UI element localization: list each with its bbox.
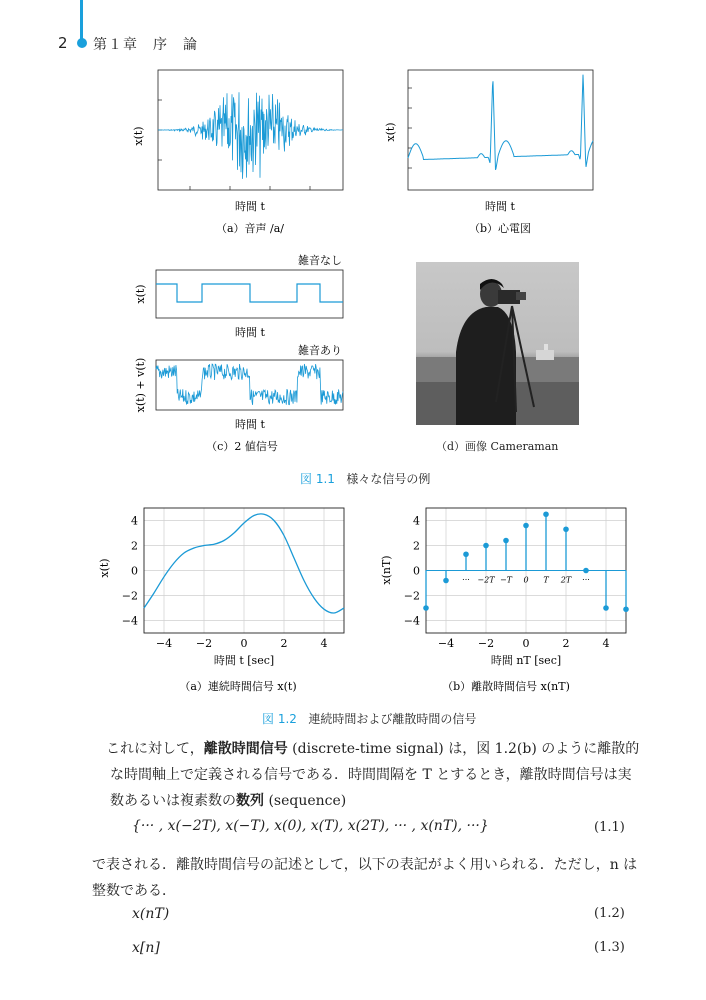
equation-1-2: x(nT): [132, 906, 170, 922]
binary-signal-clean: [156, 284, 343, 302]
x-tick-label: 4: [320, 637, 328, 650]
fig12a-xlabel: 時間 t [sec]: [213, 654, 275, 667]
stem-marker: [423, 605, 429, 611]
equation-1-3: x[n]: [132, 940, 160, 956]
axis-annotation: −T: [499, 575, 513, 585]
axis-annotation: 2T: [560, 575, 572, 585]
y-tick-label: −2: [121, 589, 138, 603]
fig12a-grid: [144, 508, 344, 633]
fig11d-caption: （d）画像 Cameraman: [436, 440, 559, 453]
stem-marker: [563, 526, 569, 532]
cameraman-illustration: [416, 262, 579, 425]
x-tick-label: −2: [195, 637, 213, 650]
stem-marker: [503, 538, 509, 544]
cameraman-image: [416, 262, 579, 425]
fig11c-bot-xlabel: 時間 t: [235, 418, 265, 431]
p1-text-b: (discrete-time signal) は，図 1.2(b) のように離散的な時間軸上で定義される信号である．時間間隔を T とするとき，離散時間信号は実数あるいは複素数の: [110, 741, 640, 809]
fig12b-caption: （b）離散時間信号 x(nT): [442, 680, 570, 693]
term-discrete-time-signal: 離散時間信号: [203, 741, 288, 757]
fig12a-caption: （a）連続時間信号 x(t): [179, 680, 297, 693]
header-accent-bar: [80, 0, 83, 40]
x-tick-label: −4: [437, 637, 455, 650]
x-tick-label: −4: [155, 637, 173, 650]
figure-1-1-text: 様々な信号の例: [346, 472, 431, 486]
y-tick-label: 4: [413, 514, 420, 528]
chapter-title: 第１章 序 論: [93, 37, 198, 53]
y-tick-label: 0: [131, 564, 138, 578]
stem-marker: [583, 568, 589, 574]
figure-1-2-text: 連続時間および離散時間の信号: [308, 712, 477, 726]
figure-1-1-number: 図 1.1: [300, 472, 335, 486]
axis-annotation: 0: [523, 575, 529, 585]
stem-marker: [543, 511, 549, 517]
figure-1-2-number: 図 1.2: [262, 712, 297, 726]
x-tick-label: 0: [522, 637, 530, 650]
equation-1-1: {··· , x(−2T), x(−T), x(0), x(T), x(2T), ··· , x(nT), ···}: [132, 818, 489, 834]
axis-annotation: ···: [582, 575, 590, 585]
binary-signal-noisy: [156, 364, 343, 405]
fig11b-caption: （b）心電図: [468, 222, 532, 235]
fig11a-speech-plot: [130, 68, 360, 238]
y-tick-label: 0: [413, 564, 420, 578]
y-tick-label: −2: [403, 589, 420, 603]
axis-annotation: −2T: [477, 575, 495, 585]
y-tick-label: −4: [121, 614, 138, 628]
y-tick-label: 2: [131, 539, 138, 553]
fig12a-ticks: [122, 515, 328, 651]
stem-marker: [623, 606, 629, 612]
fig12b-ylabel: x(nT): [380, 555, 393, 585]
fig11c-note-noisy: 雑音あり: [298, 344, 342, 357]
y-tick-label: −4: [403, 614, 420, 628]
p1-text-c: (sequence): [264, 793, 347, 809]
fig12a-ylabel: x(t): [98, 558, 111, 578]
speech-waveform: [158, 92, 343, 179]
fig11a-xlabel: 時間 t: [235, 200, 265, 213]
term-sequence: 数列: [236, 793, 264, 809]
x-tick-label: 4: [602, 637, 610, 650]
fig11b-ylabel: x(t): [384, 122, 397, 142]
x-tick-label: 0: [240, 637, 248, 650]
fig11c-top-xlabel: 時間 t: [235, 326, 265, 339]
page-number: 2: [58, 34, 68, 52]
figure-1-2-caption: [262, 710, 476, 727]
fig11b-ecg-plot: [382, 68, 612, 238]
y-tick-label: 2: [413, 539, 420, 553]
fig12a-continuous-chart: [96, 500, 358, 700]
header-dot: [77, 38, 87, 48]
axis-annotation: ···: [462, 575, 470, 585]
fig11c-top-ylabel: x(t): [134, 284, 147, 304]
fig11c-caption: （c）2 値信号: [206, 440, 278, 453]
equation-1-3-number: (1.3): [594, 940, 625, 955]
fig12b-xlabel: 時間 nT [sec]: [490, 654, 562, 667]
fig11b-xlabel: 時間 t: [485, 200, 515, 213]
fig11a-ylabel: x(t): [132, 126, 145, 146]
axis-annotation: T: [543, 575, 549, 585]
x-tick-label: 2: [280, 637, 288, 650]
fig11c-binary-plots: [132, 252, 352, 457]
equation-1-1-number: (1.1): [594, 820, 625, 835]
fig12b-discrete-chart: [378, 500, 640, 700]
fig11a-caption: （a）音声 /a/: [215, 222, 285, 235]
fig11c-note-clean: 雑音なし: [298, 254, 342, 267]
stem-marker: [443, 578, 449, 584]
stem-marker: [463, 551, 469, 557]
p1-text-a: これに対して，: [106, 741, 204, 757]
equation-1-2-number: (1.2): [594, 906, 625, 921]
stem-marker: [483, 543, 489, 549]
figure-1-1-caption: [300, 470, 430, 487]
y-tick-label: 4: [131, 514, 138, 528]
paragraph-notation: で表される．離散時間信号の記述として，以下の表記がよく用いられる．ただし，n は整数である．: [92, 857, 638, 899]
x-tick-label: 2: [562, 637, 570, 650]
x-tick-label: −2: [477, 637, 495, 650]
stem-marker: [523, 523, 529, 529]
fig11c-bot-ylabel: x(t) + v(t): [134, 357, 147, 413]
ecg-waveform: [408, 75, 593, 170]
fig12b-axis-annotations: [462, 576, 590, 585]
stem-marker: [603, 605, 609, 611]
paragraph-discrete-definition: [106, 736, 640, 814]
